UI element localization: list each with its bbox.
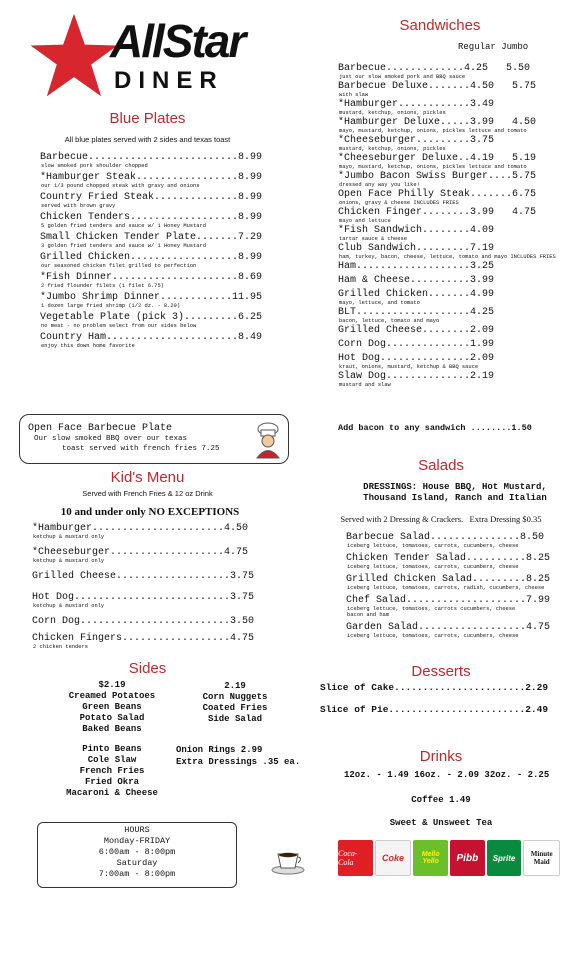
item-desc: enjoy this down home favorite — [41, 343, 135, 349]
item-line: Ham & Cheese..........3.99 — [338, 275, 495, 286]
kids-menu-subtitle: Served with French Fries & 12 oz Drink — [82, 489, 213, 498]
dessert-cake: Slice of Cake.......................2.29 — [320, 682, 549, 693]
drink-sizes: 12oz. - 1.49 16oz. - 2.09 32oz. - 2.25 — [344, 770, 550, 780]
item-line: *Cheeseburger...................4.75 — [32, 547, 249, 558]
item-desc: mayo, lettuce, and tomato — [339, 300, 420, 306]
side-item: Pinto Beans — [82, 744, 142, 754]
item-line: Barbecue Salad...............8.50 — [346, 532, 545, 543]
item-desc: 2 fried flounder filets (1 filet 6.75) — [41, 283, 164, 289]
item-line: Ham...................3.25 — [338, 261, 495, 272]
sandwiches-title: Sandwiches — [399, 17, 481, 34]
onion-rings: Onion Rings 2.99 — [176, 745, 263, 755]
list-item — [32, 633, 282, 650]
item-line: Small Chicken Tender Plate.......7.29 — [40, 232, 263, 243]
sprite-logo — [487, 840, 522, 876]
extra-dressings: Extra Dressings .35 ea. — [176, 757, 301, 767]
item-line: Chicken Fingers..................4.75 — [32, 633, 255, 644]
list-item — [40, 172, 290, 189]
side-item: Potato Salad — [79, 713, 145, 723]
logo-text: AllStar — [110, 15, 245, 67]
list-item — [338, 135, 578, 152]
hours-weekday-label: Monday-FRIDAY — [103, 836, 171, 846]
list-item — [40, 292, 290, 309]
blue-plates-subtitle: All blue plates served with 2 sides and texas toast — [64, 135, 231, 144]
list-item — [338, 81, 578, 98]
salads-served: Served with 2 Dressing & Crackers. Extra Dressing $0.35 — [340, 514, 542, 524]
kids-menu-title: Kid's Menu — [110, 469, 185, 486]
item-desc: 3 golden fried tenders and sauce w/ 1 Honey Mustard — [41, 243, 206, 249]
hours-saturday-label: Saturday — [116, 858, 158, 868]
item-line: Country Ham......................8.49 — [40, 332, 263, 343]
item-desc: slow smoked pork shoulder chopped — [41, 163, 148, 169]
side-item: French Fries — [79, 766, 145, 776]
list-item — [40, 252, 290, 269]
mello-yello-logo — [413, 840, 448, 876]
sides-price2: 2.19 — [224, 681, 246, 691]
open-face-line1: Our slow smoked BBQ over our texas — [34, 435, 188, 443]
list-item — [32, 523, 282, 540]
list-item — [338, 189, 578, 206]
drinks-title: Drinks — [419, 748, 463, 765]
star-icon — [28, 12, 120, 98]
item-desc: our 1/3 pound chopped steak with gravy and onions — [41, 183, 200, 189]
item-desc: ketchup & mustard only — [33, 558, 105, 564]
item-desc: served with brown gravy — [41, 203, 116, 209]
open-face-line2: toast served with french fries 7.25 — [62, 445, 220, 453]
list-item — [346, 574, 576, 591]
item-line: Grilled Cheese...................3.75 — [32, 571, 255, 582]
item-line: *Hamburger Steak.................8.99 — [40, 172, 263, 183]
logo — [28, 10, 268, 94]
sides-col3 — [52, 744, 172, 799]
item-line: *Cheeseburger.........3.75 — [338, 135, 495, 146]
blue-plates-list — [40, 152, 290, 352]
item-desc: iceberg lettuce, tomatoes, carrots cucumbers, cheese bacon and ham — [347, 606, 516, 618]
sides-price1: $2.19 — [98, 680, 126, 690]
list-item — [338, 275, 578, 286]
logo-text: Pibb — [456, 852, 479, 864]
item-desc: no meat - no problem select from our sides below — [41, 323, 197, 329]
list-item — [338, 225, 578, 242]
item-line: Chicken Finger........3.99 4.75 — [338, 207, 537, 218]
item-line: Open Face Philly Steak.......6.75 — [338, 189, 537, 200]
item-line: Corn Dog..............1.99 — [338, 339, 495, 350]
item-line: *Cheeseburger Deluxe..4.19 5.19 — [338, 153, 537, 164]
item-line: Corn Dog.........................3.50 — [32, 616, 255, 627]
item-desc: iceberg lettuce, tomatoes, carrots, radish, cucumbers, cheese — [347, 585, 545, 591]
item-line: *Fish Dinner.....................8.69 — [40, 272, 263, 283]
item-desc: just our slow smoked pork and BBQ sauce — [339, 74, 466, 80]
salads-list — [346, 532, 576, 639]
item-desc: ketchup & mustard only — [33, 534, 105, 540]
logo-text: Coca-Cola — [338, 849, 358, 867]
list-item — [338, 289, 578, 306]
open-face-box — [19, 414, 289, 464]
item-line: *Jumbo Shrimp Dinner............11.95 — [40, 292, 263, 303]
blue-plates-title: Blue Plates — [109, 110, 186, 127]
item-desc: bacon, lettuce, tomato and mayo — [339, 318, 440, 324]
list-item — [32, 592, 282, 609]
item-line: Chef Salad....................7.99 — [346, 595, 551, 606]
item-desc: our seasoned chicken filet grilled to perfection — [41, 263, 197, 269]
item-desc: 1 dozen large fried shrimp (1/2 dz. - 8.29) — [41, 303, 181, 309]
item-line: Grilled Chicken Salad.........8.25 — [346, 574, 551, 585]
minute-maid-logo — [523, 840, 560, 876]
logo-text: Minute Maid — [530, 850, 553, 866]
item-line: BLT...................4.25 — [338, 307, 495, 318]
side-item: Cole Slaw — [87, 755, 137, 765]
list-item — [346, 595, 576, 618]
side-item: Corn Nuggets — [202, 692, 268, 702]
hours-weekday-time: 6:00am - 8:00pm — [98, 847, 176, 857]
list-item — [338, 243, 578, 260]
side-item: Side Salad — [207, 714, 262, 724]
kids-menu-rule: 10 and under only NO EXCEPTIONS — [60, 506, 240, 518]
item-desc: mustard and slaw — [339, 382, 391, 388]
list-item — [338, 371, 578, 388]
item-line: Barbecue.........................8.99 — [40, 152, 263, 163]
item-line: Country Fried Steak..............8.99 — [40, 192, 263, 203]
list-item — [338, 307, 578, 324]
item-desc: kraut, onions, mustard, ketchup & BBQ sauce — [339, 364, 479, 370]
item-desc: onions, gravy & cheese INCLUDES FRIES — [339, 200, 459, 206]
item-line: Hot Dog...............2.09 — [338, 353, 495, 364]
list-item — [346, 532, 576, 549]
item-line: *Hamburger............3.49 — [338, 99, 495, 110]
list-item — [40, 232, 290, 249]
hours-saturday-time: 7:00am - 8:00pm — [98, 869, 176, 879]
item-desc: ham, turkey, bacon, cheese, lettuce, tomato and mayo INCLUDES FRIES — [339, 254, 556, 260]
item-line: Grilled Chicken.......4.99 — [338, 289, 495, 300]
coke-logo — [375, 840, 412, 876]
drink-logos — [338, 840, 560, 876]
item-desc: mayo and lettuce — [339, 218, 391, 224]
sandwiches-column-header: Regular Jumbo — [458, 42, 529, 52]
chef-icon — [252, 421, 284, 459]
item-line: *Hamburger......................4.50 — [32, 523, 249, 534]
item-desc: with slaw — [339, 92, 369, 98]
list-item — [338, 339, 578, 350]
item-line: Club Sandwich.........7.19 — [338, 243, 495, 254]
list-item — [40, 312, 290, 329]
item-desc: 5 golden fried tenders and sauce w/ 1 Honey Mustard — [41, 223, 206, 229]
list-item — [346, 622, 576, 639]
side-item: Creamed Potatoes — [68, 691, 156, 701]
item-desc: mustard, ketchup, onions, pickles — [339, 146, 446, 152]
list-item — [338, 171, 578, 188]
hours-title: HOURS — [124, 825, 150, 835]
list-item — [346, 553, 576, 570]
item-line: Barbecue Deluxe.......4.50 5.75 — [338, 81, 537, 92]
list-item — [32, 616, 282, 627]
list-item — [338, 261, 578, 272]
item-line: Barbecue.............4.25 5.50 — [338, 63, 531, 74]
side-item: Macaroni & Cheese — [66, 788, 158, 798]
coffee-cup-icon — [270, 846, 306, 876]
item-line: Garden Salad..................4.75 — [346, 622, 551, 633]
list-item — [338, 353, 578, 370]
salads-title: Salads — [418, 457, 464, 474]
drink-coffee: Coffee 1.49 — [411, 795, 471, 805]
item-line: Slaw Dog..............2.19 — [338, 371, 495, 382]
item-line: *Fish Sandwich........4.09 — [338, 225, 495, 236]
item-desc: iceberg lettuce, tomatoes, carrots, cucumbers, cheese — [347, 633, 519, 639]
pibb-logo — [450, 840, 485, 876]
item-line: Grilled Cheese........2.09 — [338, 325, 495, 336]
kids-menu-list — [32, 523, 282, 650]
item-desc: mayo, mustard, ketchup, onions, pickles lettuce and tomato — [339, 128, 527, 134]
desserts-title: Desserts — [411, 663, 471, 680]
list-item — [40, 332, 290, 349]
item-desc: iceberg lettuce, tomatoes, carrots, cucumbers, cheese — [347, 543, 519, 549]
item-desc: mustard, ketchup, onions, pickles — [339, 110, 446, 116]
logo-text: Sprite — [492, 853, 516, 863]
list-item — [338, 63, 578, 80]
list-item — [40, 212, 290, 229]
open-face-title: Open Face Barbecue Plate — [28, 423, 173, 434]
item-desc: 2 chicken tenders — [33, 644, 88, 650]
list-item — [32, 547, 282, 564]
sides-col1 — [52, 680, 172, 735]
item-line: *Jumbo Bacon Swiss Burger....5.75 — [338, 171, 537, 182]
item-line: Hot Dog..........................3.75 — [32, 592, 255, 603]
item-desc: ketchup & mustard only — [33, 603, 105, 609]
side-item: Baked Beans — [82, 724, 142, 734]
sides-col2 — [180, 681, 290, 725]
list-item — [338, 207, 578, 224]
logo-text: Mello Yello — [421, 851, 440, 865]
side-item: Fried Okra — [84, 777, 139, 787]
item-desc: iceberg lettuce, tomatoes, carrots, cucumbers, cheese — [347, 564, 519, 570]
list-item — [338, 117, 578, 134]
item-line: *Hamburger Deluxe.....3.99 4.50 — [338, 117, 537, 128]
dessert-pie: Slice of Pie........................2.49 — [320, 704, 549, 715]
list-item — [40, 192, 290, 209]
list-item — [40, 152, 290, 169]
item-line: Grilled Chicken..................8.99 — [40, 252, 263, 263]
salads-dressings: DRESSINGS: House BBQ, Hot Mustard, Thousand Island, Ranch and Italian — [363, 482, 547, 503]
drink-tea: Sweet & Unsweet Tea — [389, 818, 493, 828]
item-desc: tartar sauce & cheese — [339, 236, 407, 242]
hours-box — [37, 822, 237, 888]
add-bacon: Add bacon to any sandwich ........1.50 — [338, 423, 532, 433]
list-item — [40, 272, 290, 289]
item-desc: mayo, mustard, ketchup, onions, pickles lettuce and tomato — [339, 164, 527, 170]
item-line: Vegetable Plate (pick 3).........6.25 — [40, 312, 263, 323]
item-desc: dressed any way you like! — [339, 182, 420, 188]
side-item: Green Beans — [82, 702, 142, 712]
list-item — [32, 571, 282, 582]
sides-title: Sides — [128, 660, 167, 677]
logo-text: Coke — [382, 853, 405, 863]
side-item: Coated Fries — [202, 703, 268, 713]
item-line: Chicken Tender Salad..........8.25 — [346, 553, 551, 564]
item-line: Chicken Tenders..................8.99 — [40, 212, 263, 223]
logo-sub: DINER — [114, 67, 224, 94]
list-item — [338, 325, 578, 336]
list-item — [338, 99, 578, 116]
coca-cola-logo — [338, 840, 373, 876]
sandwiches-list — [338, 63, 578, 388]
list-item — [338, 153, 578, 170]
